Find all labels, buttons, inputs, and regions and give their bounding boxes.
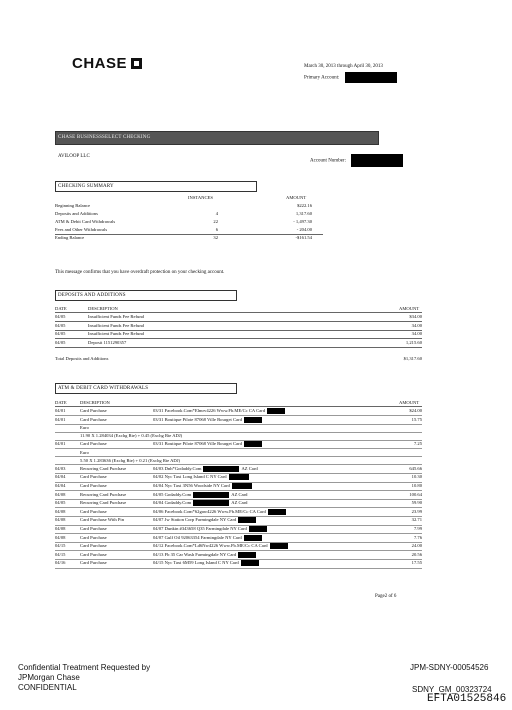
redacted-block — [244, 441, 262, 447]
deposits-col-date: DATE — [55, 306, 67, 311]
atm-desc-suffix: AZ Card — [241, 465, 258, 471]
atm-desc: 04/04 Godaddy.Com AZ Card — [153, 500, 248, 506]
atm-type: Card Purchase — [80, 441, 107, 447]
atm-date: 04/08 — [55, 534, 66, 540]
atm-date: 04/04 — [55, 474, 66, 480]
account-number-label: Account Number: — [310, 158, 346, 164]
atm-desc: 03/31 Boutique Pilote 87068 Ville Bourget Card — [153, 441, 262, 447]
atm-amount: 645.66 — [409, 465, 422, 471]
atm-type: Recurring Card Purchase — [80, 500, 127, 506]
redacted-block — [193, 500, 229, 506]
atm-type: Card Purchase — [80, 534, 107, 540]
atm-date: 04/05 — [55, 500, 66, 506]
primary-account-label: Primary Account: — [304, 75, 340, 81]
summary-row-amount: $222.16 — [297, 203, 312, 208]
account-name: AVILOOP LLC — [58, 154, 90, 159]
atm-type: Card Purchase — [80, 560, 107, 566]
atm-date: 04/08 — [55, 491, 66, 497]
atm-col-desc: DESCRIPTION — [80, 400, 110, 405]
atm-amount: 20.56 — [411, 551, 422, 557]
atm-desc: 03/31 Facebook.Com*Elmrv4226 Www.Fb.ME/Cc CA Card — [153, 408, 285, 414]
checking-summary-title-box — [55, 181, 257, 192]
atm-desc: 04/07 Jw Station Corp Farmingdale NY Card — [153, 517, 256, 523]
atm-date: 04/01 — [55, 408, 66, 413]
atm-desc: 04/15 Nyc Taxi 6M59 Long Island C NY Card — [153, 560, 259, 566]
atm-desc: 04/04 Nyc Taxi 3N56 Woodside NY Card — [153, 483, 252, 489]
atm-row-rule — [55, 448, 422, 449]
atm-type: Card Purchase — [80, 416, 107, 422]
deposits-header-rule — [55, 312, 422, 313]
primary-account-line — [304, 72, 397, 83]
atm-row-rule — [55, 424, 422, 425]
deposits-title: DEPOSITS AND ADDITIONS — [58, 293, 126, 298]
summary-row-label: ATM & Debit Card Withdrawals — [55, 219, 116, 224]
deposit-desc: Deposit 1151290357 — [88, 339, 127, 345]
bank-name: CHASE — [72, 55, 128, 72]
atm-date: 04/16 — [55, 560, 66, 566]
atm-type: Card Purchase — [80, 508, 107, 514]
atm-amount: 100.64 — [409, 491, 422, 497]
deposit-row-rule — [55, 347, 422, 348]
summary-row-label: Fees and Other Withdrawals — [55, 227, 108, 232]
atm-title: ATM & DEBIT CARD WITHDRAWALS — [58, 386, 149, 391]
footer-bates-1: JPM-SDNY-00054526 — [410, 663, 489, 672]
atm-date: 04/04 — [55, 483, 66, 488]
redacted-block — [238, 552, 256, 558]
atm-desc: 04/02 Nyc Taxi Long Island C NY Card — [153, 474, 249, 480]
atm-date: 04/15 — [55, 543, 66, 549]
atm-row-rule — [55, 568, 422, 569]
atm-header-rule — [55, 406, 422, 407]
atm-type: Card Purchase — [80, 543, 107, 549]
atm-desc: 04/03 Dnh*Godaddy.Com AZ Card — [153, 465, 258, 471]
deposit-amount: 34.00 — [411, 322, 422, 328]
atm-desc: 04/07 Dunkin #343658 Q35 Farmingdale NY Card — [153, 526, 267, 532]
deposits-col-desc: DESCRIPTION — [88, 306, 118, 311]
atm-amount: $24.00 — [409, 408, 422, 413]
summary-row-instances: 32 — [213, 235, 218, 240]
atm-amount: 23.99 — [411, 508, 422, 514]
footer-jpmorgan: JPMorgan Chase — [18, 673, 80, 682]
chase-logo — [72, 55, 142, 72]
atm-type: Card Purchase — [80, 483, 107, 488]
atm-type: Euro — [80, 449, 89, 455]
redacted-block — [249, 526, 267, 532]
footer-bates-2: SDNY_GM_00323724 — [412, 685, 492, 694]
atm-type: Card Purchase — [80, 474, 107, 480]
summary-row-instances: 4 — [215, 211, 218, 216]
summary-row-amount: - 204.00 — [296, 227, 312, 232]
atm-type: 11.90 X 1.284034 (Exchg Rte) + 0.45 (Exchg Rte ADJ) — [80, 433, 183, 439]
summary-row-label: Beginning Balance — [55, 203, 91, 208]
redacted-block — [203, 466, 239, 472]
atm-desc: 04/07 Gulf Oil 92063354 Farmingdale NY Card — [153, 535, 262, 541]
redacted-block — [241, 560, 259, 566]
atm-type: Card Purchase — [80, 526, 107, 531]
redacted-block — [270, 543, 288, 549]
atm-amount: 32.71 — [411, 517, 422, 523]
atm-desc: 04/05 Godaddy.Com AZ Card — [153, 491, 248, 497]
deposit-amount: 1,215.60 — [405, 339, 422, 345]
octagon-logo-icon — [131, 58, 142, 69]
atm-desc: 03/31 Boutique Pilote 87068 Ville Bourget Card — [153, 417, 262, 423]
atm-type: Card Purchase — [80, 408, 107, 413]
deposits-col-amount: AMOUNT — [399, 306, 420, 311]
atm-amount: 15.75 — [411, 416, 422, 422]
footer-left — [18, 663, 150, 693]
atm-col-amount: AMOUNT — [399, 400, 420, 405]
summary-row-label: Ending Balance — [55, 235, 85, 240]
atm-type: Card Purchase — [80, 551, 107, 557]
deposits-total-label: Total Deposits and Additions — [55, 356, 109, 361]
deposit-desc: Insufficient Funds Fee Refund — [88, 314, 144, 319]
summary-row-amount: - 1,497.30 — [293, 219, 312, 224]
redacted-block — [351, 154, 403, 167]
redacted-block — [238, 517, 256, 523]
atm-date: 04/03 — [55, 465, 66, 471]
atm-amount: 59.90 — [411, 500, 422, 506]
redacted-block — [345, 72, 397, 83]
atm-amount: 7.76 — [413, 534, 422, 540]
atm-date: 04/15 — [55, 551, 66, 557]
atm-date: 04/08 — [55, 526, 66, 531]
deposit-desc: Insufficient Funds Fee Refund — [88, 331, 144, 336]
deposit-date: 04/05 — [55, 322, 66, 328]
redacted-block — [244, 417, 262, 423]
redacted-block — [268, 509, 286, 515]
atm-desc-suffix: AZ Card — [231, 491, 248, 497]
atm-date: 04/08 — [55, 508, 66, 514]
statement-period: March 30, 2013 through April 30, 2013 — [304, 64, 383, 69]
footer-confidential-request: Confidential Treatment Requested by — [18, 663, 151, 672]
atm-type: Recurring Card Purchase — [80, 465, 127, 471]
atm-amount: 10.80 — [411, 483, 422, 488]
summary-row-instances: 22 — [213, 219, 218, 224]
atm-type: 5.50 X 1.283636 (Exchg Rte) + 0.21 (Exchg Rte ADJ) — [80, 457, 181, 463]
col-instances: INSTANCES — [188, 195, 213, 200]
atm-amount: 17.55 — [411, 560, 422, 566]
atm-desc: 04/06 Facebook.Com*62gaw4226 Www.Fb.ME/Cc CA Card — [153, 509, 286, 515]
summary-row-amount: 1,317.60 — [295, 211, 312, 216]
deposit-amount: 34.00 — [411, 331, 422, 336]
col-amount: AMOUNT — [286, 195, 307, 200]
redacted-block — [244, 535, 262, 541]
deposit-date: 04/05 — [55, 331, 66, 336]
redacted-block — [193, 492, 229, 498]
redacted-block — [229, 474, 249, 480]
deposit-date: 04/05 — [55, 339, 66, 345]
atm-amount: 24.00 — [411, 543, 422, 549]
atm-desc: 04/13 Fb 35 Car Wash Farmingdale NY Card — [153, 552, 256, 558]
efta-stamp: EFTA01525846 — [427, 693, 507, 705]
checking-summary-title: CHECKING SUMMARY — [58, 184, 114, 189]
summary-row-amount: -$161.54 — [295, 235, 312, 240]
footer-confidential: CONFIDENTIAL — [18, 683, 77, 692]
account-header-bar — [55, 131, 379, 145]
atm-amount: 7.99 — [413, 526, 422, 531]
deposit-date: 04/05 — [55, 314, 66, 319]
atm-amount: 7.25 — [413, 441, 422, 447]
redacted-block — [267, 408, 285, 414]
page-number: Page2 of 6 — [375, 594, 397, 599]
deposit-desc: Insufficient Funds Fee Refund — [88, 322, 144, 328]
atm-title-box — [55, 383, 237, 394]
atm-type: Card Purchase With Pin — [80, 517, 125, 523]
summary-row-instances: 6 — [215, 227, 218, 232]
atm-date: 04/01 — [55, 441, 66, 447]
atm-date: 04/01 — [55, 416, 66, 422]
overdraft-message: This message confirms that you have overdraft protection on your checking account. — [55, 270, 225, 275]
deposit-amount: $34.00 — [409, 314, 422, 319]
account-header-title: CHASE BUSINESSSELECT CHECKING — [58, 135, 151, 140]
deposits-total-amount: $1,317.60 — [403, 356, 422, 361]
redacted-block — [232, 483, 252, 489]
atm-type: Recurring Card Purchase — [80, 491, 127, 497]
atm-date: 04/08 — [55, 517, 66, 523]
atm-desc: 04/12 Facebook.Com*Ld6Nw4226 Www.Fb.ME/Cc CA Card — [153, 543, 288, 549]
account-number-line — [310, 154, 403, 167]
atm-type: Euro — [80, 425, 89, 431]
deposits-title-box — [55, 290, 237, 301]
atm-col-date: DATE — [55, 400, 67, 405]
summary-row-label: Deposits and Additions — [55, 211, 98, 216]
atm-desc-suffix: AZ Card — [231, 500, 248, 506]
atm-amount: 10.30 — [411, 474, 422, 480]
